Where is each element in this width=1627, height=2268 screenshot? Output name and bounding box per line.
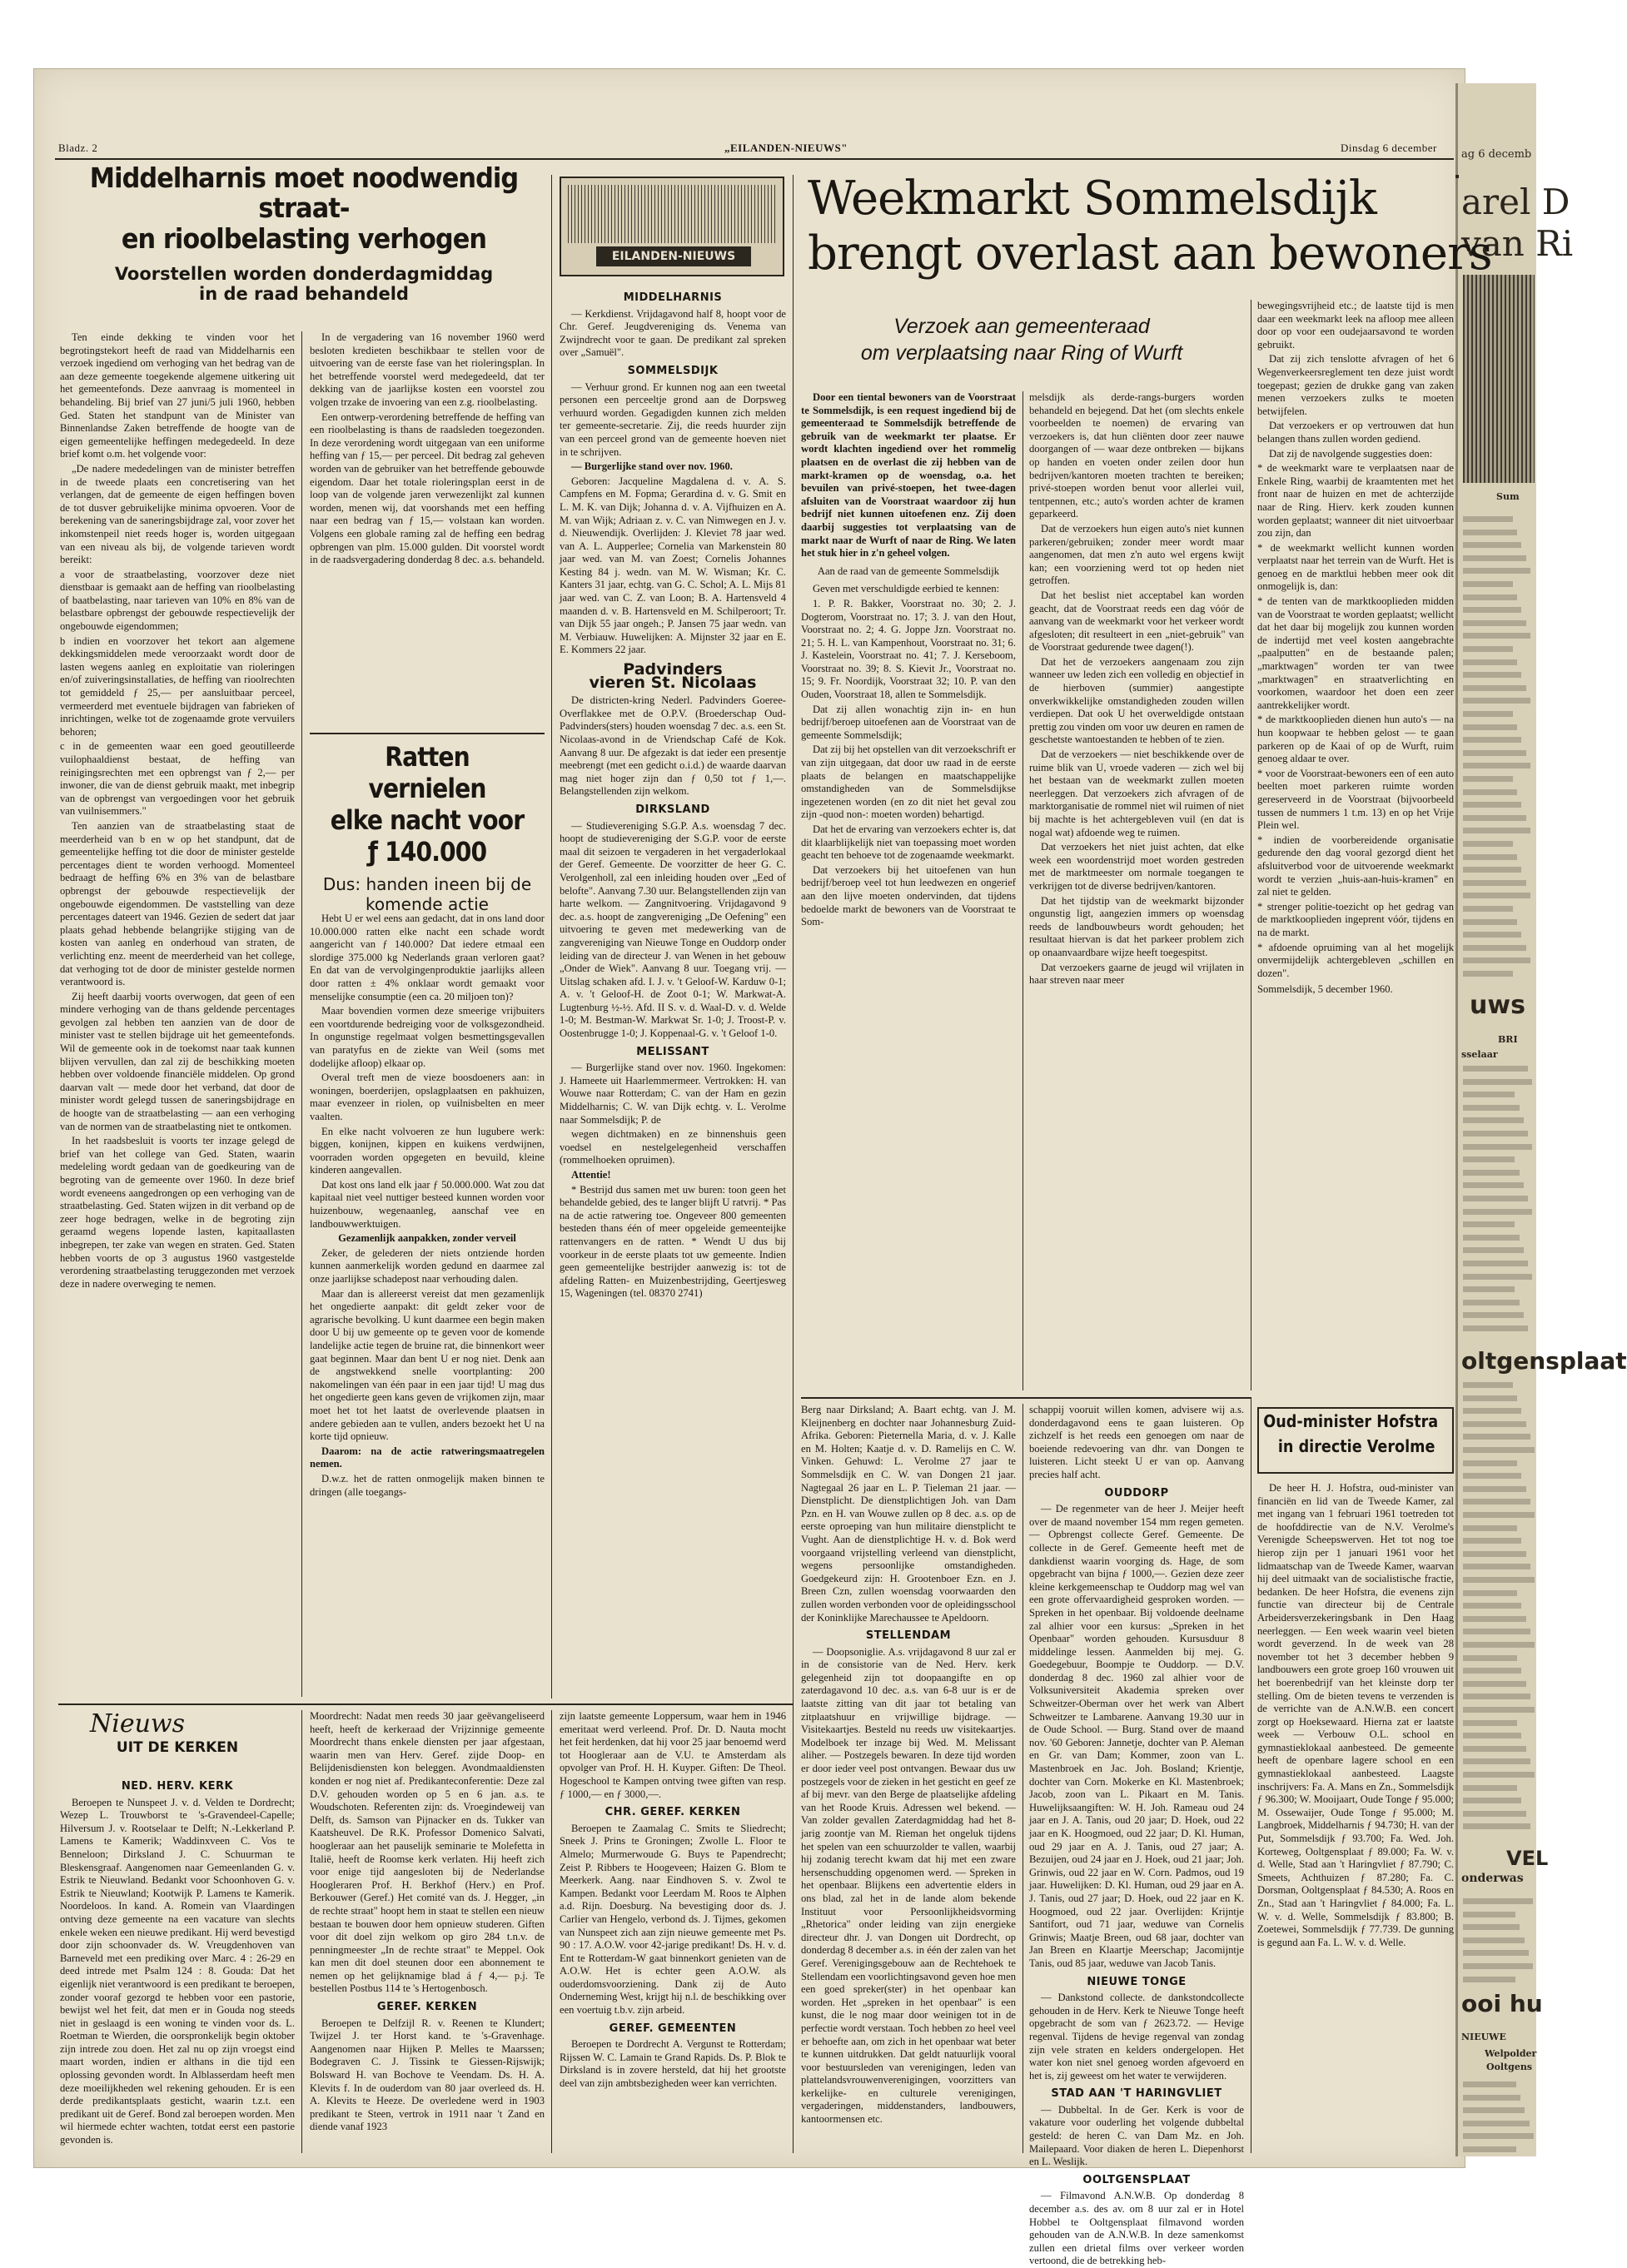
adjacent-text-line (1463, 1564, 1530, 1569)
adjacent-frag-8: oltgensplaat (1461, 1347, 1627, 1375)
middelharnis-p1: Ten einde dekking te vinden voor het begrotingstekort heeft de raad van Middelharnis een verzoek ingediend om verhoging van het bedrag van de aan deze gemeente toegekende algemene uitkering uit het gemeentefonds. Deze aanvraag is momenteel in behandeling. Bij brief van 27 juni/5 juli 1960, hebben Ged. Staten het standpunt van de Minister van Binnenlandse Zaken betreffende de hoogte van de eigen gemeentelijke heffingen medegedeeld. In deze brief komt o.m. het volgende voor: (60, 331, 295, 460)
hofstra-headline-2: in directie Verolme (1277, 1436, 1435, 1456)
adjacent-text-line (1463, 1603, 1521, 1609)
column-rule (551, 175, 552, 1699)
middelharnis-p5: In het raadsbesluit is voorts ter inzage gelegd de brief van het college van Ged. Staten, waarin medeleling wordt gedaan van de goedkeuring van de begroting van de gemeente over 1960. In deze brief wordt eveneens aangedrongen op een verhoging van de straatbelasting. Ged. Staten wijzen in dit verband op de zeer hoge bedragen, welke in de begroting zijn geraamd wegens lopende lasten, kapitaallasten inbegrepen, ter zake van wegen en straten. Ged. Staten hebben voorts de op 3 augustus 1960 vastgestelde verordening straatbelasting teruggezonden met verzoek deze in nadere overweging te nemen. (60, 1135, 295, 1290)
middelharnis-headline-block (58, 163, 550, 338)
adjacent-text-line (1463, 1642, 1535, 1648)
adjacent-text-line (1463, 1144, 1532, 1150)
adjacent-text-line (1463, 776, 1513, 782)
adjacent-text-line (1463, 698, 1530, 704)
weekmarkt-p8: Dat het beslist niet acceptabel kan worden geacht, dat de Voorstraat reeds een dag vóór de aanvang van de weekmarkt voor het verkeer wordt afgesloten; dit resulteert in een „niet-gebruik" van de Voorstraat gedurende twee dagen(!). (1029, 589, 1244, 654)
adjacent-text-line (1463, 1170, 1520, 1176)
rats-p1: Hebt U er wel eens aan gedacht, dat in ons land door 10.000.000 ratten elke nacht een schade wordt aangericht van ƒ 140.000? Dat iedere etmaal een slordige 375.000 kg Nederlands graan verloren gaat? En dat van de vervolgingenproduktie jaarlijks alleen door ratten ± 4% onklaar wordt gemaakt voor menselijke consumptie (een ca. 20 miljoen ton)? (310, 913, 545, 1002)
rats-subhead-2: komende actie (366, 894, 489, 914)
adjacent-frag-4: Sum (1496, 491, 1520, 502)
adjacent-text-line (1463, 1434, 1530, 1440)
adjacent-text-line (1463, 1382, 1513, 1388)
column-rule (793, 1699, 794, 2153)
hofstra-col (1257, 1482, 1454, 2153)
middelharnis-p3: Ten aanzien van de straatbelasting staat de meerderheid van b en w op het standpunt, dat de gemeentelijke heffing tot die door de minister gestelde percentages dient te worden verhoogd. Momenteel bedraagt de heffing 6% en 3% van de belastbare opbrengst der gebouwde respectievelijk der ongebouwde eigendommen. De vaststelling van deze percentages dateert van 1946. Gezien de sedert dat jaar plaats gehad hebbende belangrijke stijging van de kosten van aanleg en onderhoud van straten, de verlichting enz. meent de meerderheid van het college, dat verhoging tot de door de minister gestelde normen verantwoord is. (60, 819, 295, 988)
adjacent-headline-1: arel D (1461, 182, 1570, 222)
column-rule (301, 1710, 302, 2153)
adjacent-text-line (1463, 1486, 1526, 1492)
bottom-col-a (801, 1404, 1016, 2153)
local-news-masthead-image (560, 177, 784, 276)
adjacent-text-line (1463, 2133, 1534, 2139)
adjacent-text-line (1463, 945, 1526, 951)
adjacent-page-date: ag 6 decemb (1461, 148, 1532, 161)
rats-p5: Dat kost ons land elk jaar ƒ 50.000.000. Wat zou dat kapitaal niet veel nuttiger besteed kunnen worden voor huizenbouw, wegenaanleg, aanschaf vee en landbouwwerktuigen. (310, 1178, 545, 1230)
weekmarkt-p7: Dat de verzoekers hun eigen auto's niet kunnen parkeren/gebruiken; zonder meer wordt maar aangenomen, dat men z'n auto wel ergens kwijt kan; een voorziening werd tot op heden niet getroffen. (1029, 522, 1244, 587)
adjacent-text-line (1463, 542, 1521, 548)
rats-p6-title: Gezamenlijk aanpakken, zonder verveil (338, 1232, 516, 1245)
kerken-col-3 (560, 1710, 786, 2153)
weekmarkt-p5: Dat verzoekers bij het uitoefenen van hun bedrijf/beroep veel tot hun leedwezen en ongerief aan den lijve moeten ondervinden, dat tijdens bedoelde markt de bewoners van de Voorstraat te Som- (801, 863, 1016, 928)
weekmarkt-p14: bewegingsvrijheid etc.; de laatste tijd is men daar een weekmarkt leek na afloop mee alleen door op voor een oudejaarsavond te worden gebruikt. (1257, 300, 1454, 351)
adjacent-text-line (1463, 555, 1526, 561)
kerken-col3c-text: Beroepen te Dordrecht A. Vergunst te Rotterdam; Rijssen W. C. Lamain te Grand Rapids. Ds. P. Blok te Dirksland is in zovere hersteld, dat hij het grootste deel van zijn ambtsbezigheden weer kan verrichten. (560, 2038, 786, 2090)
column-rule (793, 175, 794, 1699)
weekmarkt-col-3 (1257, 300, 1454, 1390)
adjacent-text-line (1463, 685, 1526, 691)
adjacent-text-line (1463, 893, 1530, 898)
adjacent-page-edge (1455, 83, 1627, 2156)
adjacent-text-line (1463, 1629, 1530, 1634)
adjacent-text-line (1463, 724, 1517, 730)
column-rule (301, 331, 302, 1697)
adjacent-text-line (1463, 1182, 1524, 1188)
weekmarkt-signature: Sommelsdijk, 5 december 1960. (1257, 983, 1393, 996)
adjacent-text-line (1463, 1117, 1524, 1123)
kerken-col3-text: zijn laatste gemeente Loppersum, waar hem in 1946 emeritaat werd verleend. Prof. Dr. D. Nauta mocht het feit herdenken, dat hij voor 25 jaar benoemd werd tot Hoogleraar aan de V.U. te Amsterdam als opvolger van Prof. H. H. Kuyper. Giften: De Theol. Hogeschool te Kampen ontving twee giften van resp. ƒ 1000,— en ƒ 3000,—. (560, 1710, 786, 1800)
adjacent-text-line (1463, 2146, 1516, 2152)
adjacent-text-line (1463, 711, 1513, 717)
adjacent-text-line (1463, 1447, 1535, 1453)
adjacent-frag-12: NIEUWE (1461, 2032, 1506, 2042)
adjacent-text-line (1463, 1937, 1525, 1943)
weekmarkt-sug4: * de marktkooplieden dienen hun auto's — na hun koopwaar te hebben gelost — te gaan parkeren op de Kaai of op de Wurft, ruim genoeg aldaar te over. (1257, 714, 1454, 765)
burgerlijke-title: — Burgerlijke stand over nov. 1960. (571, 460, 733, 473)
rats-p4: En elke nacht volvoeren ze hun lugubere werk: biggen, konijnen, kippen en kuikens verdwijnen, voorraden worden opgegeten en bevuild, kleine kinderen aangevallen. (310, 1125, 545, 1176)
dirksland-section-title: DIRKSLAND (635, 803, 710, 816)
adjacent-text-line (1463, 659, 1517, 665)
adjacent-frag-11: ooi hu (1461, 1990, 1543, 2017)
nieuwe-tonge-news: — Dankstond collecte. de dankstondcollecte gehouden in de Herv. Kerk te Nieuwe Tonge heeft opgebracht de som van ƒ 2623.72. — Hevige regenval. Tijdens de hevige regenval van zondag zijn vele straten en kelders ondergelopen. Het water kon niet snel genoeg worden afgevoerd en het is, zij geweest om het water te verwijderen. (1029, 1992, 1244, 2081)
adjacent-text-line (1463, 1512, 1535, 1518)
header-rule (55, 158, 1454, 160)
ooltgensplaat-news: — Filmavond A.N.W.B. Op donderdag 8 december a.s. des av. om 8 uur zal er in Hotel Hobbel te Ooltgensplaat filmavond worden gehouden van de A.N.W.B. In deze samenkomst zullen een drietal films over verkeer worden vertoond, die de betrekking heb- (1029, 2190, 1244, 2267)
adjacent-text-line (1463, 1300, 1520, 1306)
adjacent-frag-14: Ooltgens (1486, 2062, 1533, 2072)
adjacent-text-line (1463, 1312, 1524, 1318)
adjacent-text-line (1463, 1274, 1532, 1280)
middelharnis-p2: „De nadere mededelingen van de minister betreffen in de tweede plaats een concretisering van het verlangen, dat de gemeente de eigen heffingen boven de tot dusver gebruikelijke minima opvoeren. Voor de berekening van de saneringsbijdrage zal, voor zover het inkomstenpeil niet reeds hoger is, worden uitgegaan van een niveau als bij, de volgende tarieven wordt bereikt: (60, 462, 295, 566)
kerken-col3b-text: Beroepen te Zaamalag C. Smits te Sliedrecht; Sneek J. Prins te Groningen; Zwolle L. Floor te Almelo; Murmerwoude G. Buys te Papendrecht; Zeist P. Ribbers te Hoogeveen; Haizen G. Blom te Meerkerk. Aang. naar Eindhoven S. v. Zwol te Kampen. Bedankt voor Leerdam M. Roos te Alphen a.d. Rijn. Doesburg. Na bevestiging door ds. J. Carlier van Hengelo, verbond ds. J. Tijmes, gekomen van Nunspeet zich aan zijn nieuwe gemeente met Ps. 90 : 17. A.O.W. voor 42-jarige predikant! Ds. H. v. d. Ent te Rotterdam-W gaat binnenkort genieten van de A.O.W. Het is echter geen A.O.W. als ouderdomsvoorziening. Dank zij de Auto Onderneming West, krijgt hij n.l. de beschikking over een voertuig t.b.v. zijn arbeid. (560, 1822, 786, 2017)
adjacent-text-line (1463, 1235, 1520, 1241)
middelharnis-news: — Kerkdienst. Vrijdagavond half 8, hoopt voor de Chr. Geref. Jeugdvereniging ds. Venema van Zwijndrecht voor te gaan. De predikant zal spreken over „Samuël". (560, 307, 786, 359)
haringvliet-news: — Dubbeltal. In de Ger. Kerk is voor de vakature voor ouderling het volgende dubbeltal gesteld: de heren C. van Dam Mz. en Joh. Mailepaard. Voor diaken de heren L. Diepenhorst en L. Weslijk. (1029, 2103, 1244, 2168)
middelharnis-subhead-1: Voorstellen worden donderdagmiddag (114, 263, 494, 284)
column-rule (1022, 1404, 1023, 2153)
rats-top-rule (310, 733, 545, 734)
adjacent-headline-2: van Ri (1461, 223, 1574, 264)
adjacent-text-line (1463, 1898, 1533, 1904)
adjacent-text-line (1463, 646, 1513, 652)
adjacent-text-line (1463, 1912, 1515, 1917)
rats-subhead-1: Dus: handen ineen bij de (322, 874, 532, 894)
middelharnis-subhead-2: in de raad behandeld (199, 283, 409, 304)
page-number: Bladz. 2 (58, 142, 98, 154)
rats-p7: Maar dan is allereerst vereist dat men gezamenlijk het ongedierte aanpakt: dit geldt zeker voor de agrarische bevolking. U kunt daarmee een begin maken door U bij uw gemeente op te geven voor de komende landelijke actie tegen de bruine rat, die binnenkort weer gaat beginnen. Maar dan bent U er nog niet. Denk aan de angstwekkend snelle voortplanting: 200 nakomelingen van één paar in een jaar tijd! U mag dus het ongedierte geen kans geven de vrijkomen zijn, maar moet het tot het laatst de overlevende plaatsen in andere gebieden aan te vullen, anders bezoekt het U na korte tijd opnieuw. (310, 1287, 545, 1443)
weekmarkt-headline-2: brengt overlast aan bewoners (808, 226, 1492, 281)
adjacent-text-line (1463, 932, 1521, 938)
adjacent-text-line (1463, 867, 1521, 873)
middelharnis-p7: Een ontwerp-verordening betreffende de heffing van een rioolbelasting is thans de raadsleden toegezonden. In deze verordening wordt uitgegaan van een uniforme heffing van ƒ 15,— per perceel. Dit bedrag zal geheven worden van de gebruiker van het betreffende gebouwde eigendom. Daar het totale rioleringsplan eerst in de loop van de volgende jaren verwezenlijkt zal kunnen worden, menen wij, dat voorshands met een heffing naar een bedrag van ƒ 15,— volstaan kan worden. Volgens een globale raming zal de heffing een bedrag opbrengen van plm. 15.000 gulden. Dit voorstel wordt in de raadsvergadering donderdag 8 dec. a.s. behandeld. (310, 410, 545, 566)
adjacent-text-line (1463, 1473, 1521, 1479)
adjacent-text-line (1463, 2107, 1525, 2113)
adjacent-text-line (1463, 919, 1517, 925)
weekmarkt-p9: Dat het de verzoekers aangenaam zou zijn wanneer uw leden zich een volledig en objectief in de hierboven (summier) aangestipte onverkwikkelijke omstandigheden zouden willen verdiepen. Dat ook U het overweldigde ontstaan prettig zou vinden om voor uw deuren en ramen de geschetste wantoestanden te hebben of te zien. (1029, 655, 1244, 746)
adjacent-text-line (1463, 1247, 1524, 1253)
weekmarkt-signers: 1. P. R. Bakker, Voorstraat no. 30; 2. J. Dogterom, Voorstraat no. 17; 3. J. van den Hout, Voorstraat no. 2; 4. G. Joppe Jzn. Voorstraat no. 21; 5. H. L. van Kampenhout, Voorstraat no. 31; 6. J. Kastelein, Voorstraat no. 41; 7. J. Kerseboom, Voorstraat no. 39; 8. S. Kievit Jr., Voorstraat no. 15; 9. Fr. Noordijk, Voorstraat 32; 10. P. van den Ouden, Voorstraat 18, allen te Sommelsdijk. (801, 597, 1016, 701)
adjacent-text-line (1463, 750, 1526, 756)
middelharnis-col-1 (60, 331, 295, 1697)
adjacent-text-line (1463, 815, 1526, 821)
adjacent-text-line (1463, 1772, 1535, 1778)
adjacent-text-line (1463, 516, 1513, 522)
local-news-caption: EILANDEN-NIEUWS (596, 246, 751, 266)
weekmarkt-p17: Dat zij de navolgende suggesties doen: (1269, 447, 1433, 460)
weekmarkt-p6: melsdijk als derde-rangs-burgers worden behandeld en bejegend. Dat het (om slechts enkele voorbeelden te noemen) de ervaring van verzoekers is, dat hun cliënten door zeer nauwe doorgangen of — waar deze ontbreken — bijkans op handen en voeten onder zeilen door hun bedrijven/kantoren moeten trachten te bereiken; privé-stoepen worden benut voor allerlei vuil, tentpennen, etc.; auto's worden achter de kramen geparkeerd. (1029, 391, 1244, 520)
column-rule (551, 1710, 552, 2153)
adjacent-text-line (1463, 880, 1526, 886)
adjacent-text-line (1463, 957, 1530, 963)
weekmarkt-p10: Dat de verzoekers — niet beschikkende over de ruime blik van U, vroede vaderen — zich wel bij het bestaan van de weekmarkt zullen moeten neerleggen. Dat verzoekers zich afvragen of de marktorganisatie de rommel niet wil ruimen of niet bij machte is het achtergebleven vuil (en dat is nogal wat) afdoende weg te ruimen. (1029, 749, 1244, 838)
page-date: Dinsdag 6 december (1341, 142, 1437, 154)
adjacent-text-line (1463, 1131, 1528, 1136)
sommelsdijk-news: — Verhuur grond. Er kunnen nog aan een tweetal personen een perceeltje grond aan de Dorpsweg verhuurd worden. Gegadigden kunnen zich melden ter gemeente-secretarie. Zij, die reeds huurder zijn van een perceel grond van de gemeente hoeven niet in te schrijven. (560, 380, 786, 458)
bottom-col-b (1029, 1404, 1244, 2267)
middelharnis-p6: In de vergadering van 16 november 1960 werd besloten kredieten beschikbaar te stellen voor de uitvoering van de eerste fase van het rioleringsplan. In het betreffende voorstel werd medegedeeld, dat ter dekking van de jaarlijkse kosten een voorstel zou volgen trzake de invoering van een z.g. rioolbelasting. (310, 331, 545, 408)
adjacent-text-line (1463, 1196, 1528, 1201)
rats-p9: D.w.z. het de ratten onmogelijk maken binnen te dringen (alle toegangs- (310, 1472, 545, 1498)
weekmarkt-sug8: * afdoende opruiming van al het mogelijk onvermijdelijk achtergebleven „schillen en dozen". (1257, 941, 1454, 979)
attentie-title: Attentie! (571, 1169, 611, 1181)
adjacent-text-line (1463, 2081, 1516, 2087)
adjacent-text-line (1463, 1209, 1532, 1215)
adjacent-text-line (1463, 672, 1521, 678)
rats-headline-1: Ratten vernielen (368, 741, 486, 804)
adjacent-frag-9: VEL (1506, 1847, 1549, 1870)
adjacent-text-line (1463, 1924, 1520, 1930)
adjacent-text-line (1463, 763, 1530, 768)
weekmarkt-p1: Geven met verschuldigde eerbied te kennen: (813, 583, 1000, 595)
bottom-col-b-text: schappij vooruit willen komen, advisere wij a.s. donderdagavond eens te gaan luisteren. Op zichzelf is het reeds een genoegen om naar de boeiende redevoering van dhr. van Dongen te luisteren. Licht steekt U er van op. Aanvang precies half acht. (1029, 1404, 1244, 1480)
geref-section-title: GEREF. KERKEN (376, 2001, 478, 2014)
adjacent-text-line (1463, 2121, 1530, 2126)
kerken-script-title: Nieuws (90, 1709, 185, 1738)
stellendam-news: — Doopsoniglie. A.s. vrijdagavond 8 uur zal er in de consistorie van de Ned. Herv. kerk gelegenheid zijn tot doopaangifte en op zaterdagavond 10 dec. a.s. van 6-8 uur is er de laatste zitting van dit jaar tot betaling van zitplaatshuur en vrijwillige bijdrage. — Visitekaartjes. Besteld nu reeds uw visitekaartjes. Modelboek ter inzage bij Wed. M. Melissant aliher. — Postzegels bewaren. In deze tijd worden er door ieder veel post ontvangen. Bewaar dus uw postzegels voor de zieken in het gesticht en geef ze af bij mevr. van den Berge de plaatselijke afdeling van het Roode Kruis. Adressen wel bekend. — Van zolder gevallen Zaterdagmiddag had het 8-jarig zoontje van M. Rieman het ongeluk tijdens het spelen van een schuurzolder te vallen, waarbij hij zodanig terecht kwam dat hij met een zware hersenschudding opgenomen werd. — Spreken in het openbaar. Blijkens een advertentie elders in ons blad, zal het in de lande alom bekende Instituut voor Persoonlijkheidsvorming „Rhetorica" onder leiding van zijn energieke directeur dhr. J. van Dongen uit Dordrecht, op donderdag 8 december a.s. in één der zalen van het Geref. Verenigingsgebouw aan de Rechtehoek te Stellendam een voorlichtingsavond geven hoe men een goed spreker(ster) in het openbaar kan worden. Het „spreken in het openbaar" is een kunst, die le nog maar door weinigen tot in de perfectie wordt verstaan. Toch hebben zo heel veel er behoefte aan, om zich in het openbaar wat beter te kunnen uitdrukken. Dat geldt natuurlijk vooral voor bestuursleden van verenigingen, leden van plattelandsvrouwenverenigingen, voorzitters van kerkelijke- en culturele verenigingen, vergaderingen, middenstanders, landbouwers, kantoormensen etc. (801, 1645, 1016, 2126)
adjacent-text-line (1463, 1551, 1526, 1557)
adjacent-text-line (1463, 1156, 1515, 1162)
adjacent-text-line (1463, 1221, 1515, 1227)
adjacent-text-line (1463, 1105, 1520, 1111)
adjacent-text-line (1463, 1408, 1521, 1414)
kerken-col1-text: Beroepen te Nunspeet J. v. d. Velden te Dordrecht; Wezep L. Trouwborst te 's-Gravendeel-Capelle; Hilversum J. v. Rootselaar te Delft; N.-Lekkerland P. Lamens te Kamerik; Waddinxveen C. Vos te Benneloon; Dirksland J. C. Schuurman te Bleskensgraaf. Aangenomen naar Gemeenlanden G. v. Estrik te Nieuwland. Bedankt voor Schoonhoven G. v. Estrik te Nieuwland; Kootwijk P. Lamens te Kamerik. Noordeloos. In kand. A. Romein van Vlaardingen ontving deze gemeente na een vacature van slechts enkele weken een nieuwe predikant. Hij werd bevestigd door zijn schoonvader ds. W. Vreugdenhoven van Barneveld met een prediking over Marc. 4 : 26-29 en deed intrede met Psalm 124 : 8. Gouda: Dat het eigenlijk niet verantwoord is een predikant te beroepen, zonder vooraf gezorgd te hebben voor een pastorie, bewijst wel het feit, dat men er in Gouda nog steeds niet in geslaagd is een woning te vinden voor ds. L. Roetman te Wierden, die oorspronkelijk begin oktober zijn intrede zou doen. Het zal nu op zijn vroegst eind maart worden, indien er althans in die tijd een oplossing gevonden wordt. In Alblasserdam heeft men deze moeilijkheden wel rekening gehouden. Er is een derde predikantsplaats gesticht, waarin t.z.t. een predikant uit de Geref. Bond zal beroepen worden. Men wil hiermede echter wachten, totdat eerst een pastorie gevonden is. (60, 1796, 295, 2146)
adjacent-text-line (1463, 1758, 1530, 1764)
chr-geref-section-title: CHR. GEREF. KERKEN (605, 1806, 741, 1819)
sommelsdijk-section-title: SOMMELSDIJK (627, 364, 719, 377)
adjacent-text-line (1463, 789, 1517, 795)
adjacent-text-line (1463, 1746, 1526, 1752)
adjacent-frag-10: onderwas (1461, 1872, 1524, 1885)
padvinders-headline-2: vieren St. Nicolaas (589, 673, 757, 692)
weekmarkt-lead: Door een tiental bewoners van de Voorstraat te Sommelsdijk, is een request ingediend bij de gemeenteraad te Sommelsdijk betreffende de gebruik van de weekmarkt ter plaatse. Er wordt klachten ingediend over het rommelig plaatsen en de overlast die zij hebben van de markt-kramen op de woensdag, o.a. het bevuilen van privé-stoepen, het twee-dagen afsluiten van de Voorstraat waardoor zij hun bedrijf niet kunnen uitoefenen enz. Zij doen daarbij suggesties tot verplaatsing van de markt naar de Wurft of naar de Ring. We laten het stuk hier in z'n geheel volgen. (801, 391, 1016, 560)
adjacent-text-line (1463, 1785, 1517, 1791)
kerken-col-1 (60, 1775, 295, 2153)
attentie-text: * Bestrijd dus samen met uw buren: toon geen het behandelde gebied, des te langer blijft U ratvrij. * Pas na de actie ratwering toe. Ongeveer 800 gemeenten besteden thans één of meer opgeleide gemeenteijke rattenvangers en de ratten. * Wendt U dus bij voorkeur in de eerste plaats tot uw gemeente. Indien geen gemeentelijke bestrijder aanwezig is: tot de afdeling Ratten- en Muizenbestrijding, Geertjesweg 15, Wageningen (tel. 08370 2741) (560, 1183, 786, 1300)
nieuwe-tonge-section-title: NIEUWE TONGE (1087, 1975, 1187, 1988)
middelharnis-item-c: c in de gemeenten waar een goed geoutilleerde vuilophaaldienst bestaat, de heffing van reinigingsrechten met een opbrengst van ƒ 2,— per inwoner, die van de dienst gebruik maakt, met inbegrip van de opbrengst van vergoedingen voor het gebruik van vuilnisemmers." (60, 740, 295, 818)
rats-p2: Maar bovendien vormen deze smeerige vrijbuiters een voortdurende bedreiging voor de volksgezondheid. In ongunstige regelmaat volgen besmettingsgevallen van paratyfus en de ziekte van Weil (soms met dodelijke afloop) elkaar op. (310, 1005, 545, 1069)
adjacent-text-line (1463, 1733, 1521, 1738)
weekmarkt-headline-1: Weekmarkt Sommelsdijk (808, 172, 1376, 226)
adjacent-text-line (1463, 971, 1513, 977)
adjacent-frag-13: Welpolder (1485, 2048, 1537, 2059)
adjacent-text-line (1463, 2095, 1520, 2101)
adjacent-text-line (1463, 1798, 1521, 1803)
adjacent-text-line (1463, 1720, 1517, 1726)
padvinders-news: De districten-kring Nederl. Padvinders Goeree-Overflakkee met de O.P.V. (Broederschap Oud-Padvinders(sters) houden woensdag 7 dec. a.s. een St. Nicolaas-avond in de Vriendschap Café de Kok. Aanvang 8 uur. De afgezakt is dat ieder een presentje meebrengt (met een gedicht o.i.d.) de waarde daarvan mag niet hoger zijn dan ƒ 0,50 tot ƒ 1,—. Belangstellenden zijn welkom. (560, 694, 786, 798)
adjacent-text-line (1463, 1538, 1521, 1544)
adjacent-text-line (1463, 1823, 1530, 1829)
weekmarkt-p15: Dat zij zich tenslotte afvragen of het 6 Wegenverkeersreglement ten deze juist wordt toegepast; gezien de drukke gang van zaken menen verzoekers zulks te moeten betwijfelen. (1257, 353, 1454, 417)
rats-p3: Overal treft men de vieze boosdoeners aan: in woningen, boerderijen, opslagplaatsen en pakhuizen, maar evenzeer in riolen, op vuilnisbelten en meer vaalten. (310, 1072, 545, 1122)
adjacent-text-line (1463, 1963, 1533, 1969)
weekmarkt-p4: Dat het de ervaring van verzoekers echter is, dat dit klaarblijkelijk niet van toepassing moet worden geacht ten behoeve tot de zogenaamde weekmarkt. (801, 823, 1016, 862)
adjacent-text-line (1463, 581, 1513, 587)
geref-gem-section-title: GEREF. GEMEENTEN (609, 2022, 737, 2035)
adjacent-text-line (1463, 1261, 1528, 1266)
adjacent-text-line (1463, 1616, 1526, 1622)
weekmarkt-p13: Dat verzoekers gaarne de jeugd wil vrijlaten in haar streven naar meer (1029, 961, 1244, 987)
weekmarkt-p3: Dat zij bij het opstellen van dit verzoekschrift er van zijn uitgegaan, dat door uw raad in de eerste plaats de belangen en maatschappelijke omstandigheden van de Sommelsdijkse ingezetenen worden (en zo dit niet het geval zou zijn -quod non-: moeten worden) behartigd. (801, 744, 1016, 821)
kerken-col2-text: Moordrecht: Nadat men reeds 30 jaar geëvangeliseerd heeft, heeft de kerkeraad der Vrijzinnige gemeente Moordrecht thans enkele diensten per jaar afgestaan, waarin men van Herv. Geref. zijde Doop- en Belijdenisdiensten kon beleggen. Avondmaaldiensten konden er nog niet af. Predikanteconferentie: Deze zal D.V. gehouden worden op 5 en 6 jan. a.s. te Woudschoten. Referenten zijn: ds. Vroegindeweij van Delft, ds. Samson van Pijnacker en ds. Tukker van Kaatsheuvel. De R.K. Professor Domenico Salvati, hoogleraar aan het pauselijk seminarie te Molefetta in Italië, heeft de Roomse kerk verlaten. Hij heeft zich voor enige tijd aangesloten bij de Nederlandse Hoogleraren Prof. H. Berkhof (Herv.) en Prof. Berkouwer (Geref.) Het comité van ds. J. Hegger, „in de rechte straat" hoopt hem in staat te stellen een nieuw bestaan te bouwen door hem opnieuw studeren. Giften voor dit doel zijn welkom op giro 284 t.n.v. de penningmeester „In de rechte straat" te Meppel. Ook kan men dit doel steunen door een abonnement te nemen op het gelijknamige blad á ƒ 4,— p.j. Te bestellen Postbus 114 te 's Hertogenbosch. (310, 1710, 545, 1995)
adjacent-text-line (1463, 1525, 1517, 1531)
adjacent-text-line (1463, 607, 1521, 613)
ooltgensplaat-section-title: OOLTGENSPLAAT (1082, 2173, 1191, 2186)
hofstra-headline-box (1257, 1407, 1454, 1474)
rats-headline-3: ƒ 140.000 (367, 836, 487, 868)
middelharnis-item-b: b indien en voorzover het tekort aan algemene dekkingsmiddelen mede veroorzaakt wordt door de lasten wegens aanleg en exploitatie van rioleringen en/of zuiveringsinstallaties, de heffing van rioolrechten tot gemiddeld ƒ 25,— per aansluitbaar perceel, vermeerderd met eventuele bijdragen van fabrieken of inrichtingen, welke tot de zogenaamde grote vervuilers behoren; (60, 634, 295, 738)
kerken-title: UIT DE KERKEN (116, 1739, 239, 1756)
adjacent-text-line (1463, 1286, 1515, 1292)
adjacent-text-line (1463, 906, 1513, 912)
rats-p8: Daarom: na de actie ratweringsmaatregelen nemen. (310, 1445, 545, 1470)
weekmarkt-subhead-block (801, 313, 1242, 380)
rats-p6: Zeker, de gelederen der niets ontziende horden kunnen aanmerkelijk worden gedund en daarmee zal onze jaarlijkse schadepost naar verhouding dalen. (310, 1246, 545, 1286)
weekmarkt-address: Aan de raad van de gemeente Sommelsdijk (817, 565, 1000, 577)
weekmarkt-col-2 (1029, 391, 1244, 1390)
adjacent-text-line (1463, 1950, 1529, 1956)
adjacent-text-line (1463, 633, 1530, 639)
middelharnis-item-a: a voor de straatbelasting, voorzover deze niet dienstbaar is gemaakt aan de heffing van rioolbelasting of baatbelasting, naar tarieven van 10% en 8% van de belastbare opbrengst der gebouwde respectievelijk der ongebouwde eigendommen; (60, 568, 295, 633)
hofstra-text: De heer H. J. Hofstra, oud-minister van financiën en lid van de Tweede Kamer, zal met ingang van 1 februari 1961 toetreden tot de hoofddirectie van de N.V. Verolme's Verenigde Scheepswerven. Het tot nog toe hierop zijn per 1 januari 1961 voor het lidmaatschap van de Tweede Kamer, waarvan hij deel uitmaakt van de socialistische fractie, bedanken. De heer Hofstra, die evenens zijn functie van directeur bij de Centrale Arbeidersverzekeringsbank in Den Haag neerleggen. — Een week waarin veel bieten wordt geverzend. In de week van 28 november tot het 3 december hebben 9 landbouwers een grote groep 160 vrouwen uit het boerenbedrijf van het kleinste dorp ter stelling. Om de bieten tevens te verzenden is de verrichte van de A.N.W.B. een concert zorgt op Hoeksewaard. Hierna zat er laatste week — Verbouw O.L. school en gymnastieklokaal aanbesteed. De gemeente heeft de openbare lagere school en een gymnastieklokaal aanbesteed. Laagste inschrijvers: Fa. A. Mans en Zn., Sommelsdijk ƒ 96.300; W. Mooijaart, Oude Tonge ƒ 95.000; M. Ossewaijer, Oude Tonge ƒ 95.000; M. Langbroek, Middelharnis ƒ 94.730; H. van der Put, Sommelsdijk ƒ 93.700; Fa. Wed. Joh. Korteweg, Ooltgensplaat ƒ 89.000; Fa. W. v. d. Welle, Stad aan 't Haringvliet ƒ 87.790; C. Smeets, Achthuizen ƒ 87.280; Fa. C. Dorsman, Ooltgensplaat ƒ 84.530; A. Roos en Zn., Stad aan 't Haringvliet ƒ 84.000; Fa. L. W. v. d. Welle, Sommelsdijk ƒ 83.800; B. Zoetewei, Sommelsdijk ƒ 77.739. De gunning is gegund aan Fa. L. W. v. d. Welle. (1257, 1482, 1454, 1948)
weekmarkt-sug2: * de weekmarkt wellicht kunnen worden verplaatst naar het terrein van de Wurft. Het is genoeg en de marktlui hebben meer ook dit onmogelijk is, dan: (1257, 541, 1454, 593)
rats-headline-block (310, 741, 545, 914)
adjacent-text-line (1463, 568, 1530, 574)
stellendam-section-title: STELLENDAM (865, 1629, 952, 1643)
haringvliet-section-title: STAD AAN 'T HARINGVLIET (1051, 2087, 1222, 2101)
adjacent-text-line (1463, 1694, 1530, 1699)
adjacent-frag-7: sselaar (1461, 1049, 1498, 1060)
weekmarkt-sug5: * voor de Voorstraat-bewoners een of een auto beelten moet parkeren ruimte worden gereserveerd in de Voorstraat (bijvoorbeeld tussen de nummers 1 t.m. 13) en op het Vrije Plein wel. (1257, 767, 1454, 832)
adjacent-text-line (1463, 620, 1526, 626)
adjacent-text-line (1463, 737, 1521, 743)
adjacent-text-line (1463, 1577, 1535, 1583)
hofstra-headline-1: Oud-minister Hofstra (1263, 1411, 1439, 1431)
adjacent-text-line (1463, 1668, 1521, 1674)
adjacent-text-line (1463, 1066, 1528, 1072)
adjacent-text-line (1463, 841, 1513, 847)
middelharnis-headline-1: Middelharnis moet noodwendig straat- (89, 162, 519, 225)
weekmarkt-p16: Dat verzoekers er op vertrouwen dat hun belangen thans zullen worden gediend. (1257, 420, 1454, 445)
melissant-news: — Burgerlijke stand over nov. 1960. Ingekomen: J. Hameete uit Haarlemmermeer. Vertrokken: H. van Wouwe naar Rotterdam; C. van der Ham en gezin Middelharnis; C. W. van Dijk echtg. v. L. Verolme naar Sommelsdijk; P. de (560, 1062, 786, 1126)
adjacent-text-line (1463, 1707, 1535, 1713)
adjacent-text-line (1463, 1460, 1517, 1466)
middelharnis-section-title: MIDDELHARNIS (623, 291, 723, 304)
adjacent-text-line (1463, 1079, 1532, 1085)
adjacent-text-line (1463, 1325, 1528, 1331)
adjacent-text-line (1463, 1421, 1526, 1427)
adjacent-text-line (1463, 1811, 1526, 1817)
skyline-illustration (568, 185, 776, 243)
weekmarkt-bottom-rule (801, 1397, 1251, 1399)
weekmarkt-subhead-1: Verzoek aan gemeenteraad (893, 315, 1150, 338)
local-news-col (560, 286, 786, 1699)
kerken-col2b-text: Beroepen te Delfzijl R. v. Reenen te Klundert; Twijzel J. ter Horst kand. te 's-Gravenhage. Aangenomen naar Hijken P. Melles te Maarssen; Bodegraven C. J. Tissink te Giessen-Rijswijk; Bolsward H. van Bochove te Veendam. Ds. H. A. Klevits f. In de ouderdom van 80 jaar overleed ds. H. A. Klevits te Heeze. De overledene werd in 1903 predikant te Steen, vertrok in 1911 naar 't Zand en diende vanaf 1923 (310, 2017, 545, 2133)
weekmarkt-p2: Dat zij allen wonachtig zijn in- en hun bedrijf/beroep uitoefenen aan de Voorstraat van de gemeente Sommelsdijk; (801, 703, 1016, 741)
middelharnis-p4: Zij heeft daarbij voorts overwogen, dat geen of een mindere verhoging van de thans geldende percentages gevolgen zal hebben ten aanzien van de door de minister vast te stellen bijdrage uit het gemeentefonds. Wil de gemeente ook in de toekomst naar taak kunnen blijven vervullen, dan zal zij de beschikking moeten hebben over voldoende financiële middelen. Op grond daarvan valt — mede door het verband, dat door de minister wordt gelegd tussen de saneringsbijdrage en de hoogte van de straatbelasting — aan een verhoging van de normen van de straatbelasting niet te ontkomen. (60, 990, 295, 1132)
weekmarkt-p11: Dat verzoekers het niet juist achten, dat elke week een woordenstrijd moet worden gestreden met de marktmeester om normale toegangen te verkrijgen tot de diverse bedrijven/kantoren. (1029, 841, 1244, 892)
bottom-col-a-text: Berg naar Dirksland; A. Baart echtg. van J. M. Kleijnenberg en dochter naar Johannesburg Zuid-Afrika. Geboren: Pieternella Maria, d. v. J. Kalle en M. Holten; Kaatje d. v. D. Ramelijs en C. W. Vinken. Gehuwd: L. Verolme 27 jaar te Sommelsdijk en C. W. van Dongen 21 jaar. Nagtegaal 26 jaar en L. P. Tieleman 21 jaar. — Dienstplicht. De dienstplichtigen Joh. van Dam Pzn. en H. van Wouwe zullen op 8 dec. a.s. op de eerste oproeping van hun militaire dienstplicht te Vught. Aan de dienstplichtige H. v. d. Bok werd voorgaand vrijstelling verleend van dienstplicht, wegens persoonlijke omstandigheden. Goedgekeurd zijn: H. Grootenboer Ezn. en J. Breen Czn, zullen woensdag voorwaarden den zullen worden verbonden voor de opleidingsschool der Koninklijke Marechaussee te Apeldoorn. (801, 1404, 1016, 1624)
melissant-section-title: MELISSANT (636, 1045, 709, 1058)
adjacent-text-line (1463, 854, 1517, 860)
adjacent-frag-6: BRI (1498, 1034, 1518, 1045)
adjacent-text-line (1463, 1655, 1517, 1661)
dirksland-news: — Studievereniging S.G.P. A.s. woensdag 7 dec. hoopt de studievereniging der S.G.P. voor de eerste maal dit seizoen te vergaderen in het vergaderlokaal der Geref. Gemeente. De voorzitter de heer G. C. Verolgenholl, zal een inleiding houden over „Eed of belofte". Aanvang 7.30 uur. Belangstellenden zijn van harte welkom. — Zangnitvoering. Vrijdagavond 9 dec. a.s. hoopt de zangvereniging „De Oefening" een uitvoering te geven met medewerking van de zangvereniging van Nieuwe Tonge en Ouddorp onder leiding van de directeur J. van Wenen in het gebouw „Onder de Wiek". Aanvang 8 uur. Toegang vrij. — Uitslag schaken afd. I. J. v. 't Geloof-W. Karduw 0-1; A. v. 't Geloof-H. de Zoot 0-1; W. Markwat-A. Lugtenburg ½-½. Afd. II S. v. d. Waal-D. v. d. Welde 1-0; M. Bestman-W. Markwat Sr. 1-0; J. Troost-P. v. Oostenbrugge 1-0; J. Koppenaal-G. v. 't Geloof 1-0. (560, 819, 786, 1040)
weekmarkt-col-1 (801, 391, 1016, 1390)
monument-photo (1455, 175, 1459, 178)
rats-col-1 (310, 913, 545, 1699)
adjacent-text-line (1463, 530, 1517, 535)
adjacent-text-line (1463, 1395, 1517, 1401)
rats-headline-2: elke nacht voor (330, 804, 525, 836)
adjacent-text-line (1463, 1092, 1515, 1097)
rat-notes: wegen dichtmaken) en ze binnenshuis geen voedsel en nestelgelegenheid verschaffen (rommelhoeken opruimen). (560, 1128, 786, 1166)
weekmarkt-sug3: * de tenten van de marktkooplieden midden van de Voorstraat te worden geplaatst; wellicht dat het daar bij mogelijk zou kunnen worden de indertijd met veel kosten aangebrachte „paalputten" en de bestaande palen; „marktwagen" worden ter van twee „marktwagen" en straatverlichting en voorkomen, waardoor het doen een zeer aantrekkelijker wordt. (1257, 595, 1454, 711)
ned-herv-section-title: NED. HERV. KERK (121, 1780, 234, 1793)
burgerlijke-news: Geboren: Jacqueline Magdalena d. v. A. S. Campfens en M. Fopma; Gerardina d. v. G. Smit en L. M. K. van Dijk; Johanna d. v. A. Vijfhuizen en A. M. van Wijk; Adriaan z. v. C. van Nimwegen en J. v. d. Nieuwendijk. Overlijden: J. Kleviet 78 jaar wed. van A. L. Aupperlee; Cornelia van Markenstein 80 jaar wed. van M. van Zoest; Cornelis Johannes Kesting 84 j. wedn. van M. W. Wisman; Kr. C. Kanters 31 jaar, echtg. van G. C. Schol; A. L. Mijs 81 jaar wed. van C. Z. van Loon; B. A. Hartensveld 4 maanden d. v. B. Hartensveld en M. Schilperoort; Tr. van Dijk 55 jaar ongeh.; P. Jansen 75 jaar wedn. van M. Verbiauw. Huwelijken: A. Mijnster 32 jaar en E. E. Kommers 22 jaar. (560, 475, 786, 656)
column-rule (1022, 391, 1023, 1390)
adjacent-text-line (1463, 1590, 1517, 1596)
kerken-col-2 (310, 1710, 545, 2153)
adjacent-text-line (1463, 1499, 1530, 1505)
weekmarkt-sug7: * strenger politie-toezicht op het gedrag van de marktkooplieden ingeprent vóór, tijdens en na de markt. (1257, 900, 1454, 938)
adjacent-text-line (1463, 1681, 1526, 1687)
weekmarkt-p12: Dat het tijdstip van de weekmarkt bijzonder ongunstig ligt, aangezien immers op woensdag reeds de landbouwbeurs wordt gehouden; het resultaat hiervan is dat het parkeer problem zich op onaanvaardbare wijze heeft toegespitst. (1029, 894, 1244, 958)
adjacent-frag-5: uws (1470, 991, 1525, 1020)
kerken-top-rule (58, 1703, 793, 1705)
ouddorp-section-title: OUDDORP (1104, 1486, 1169, 1500)
adjacent-text-line (1463, 594, 1517, 600)
kerken-headline-block (60, 1710, 295, 1772)
adjacent-text-line (1463, 828, 1530, 833)
weekmarkt-subhead-2: om verplaatsing naar Ring of Wurft (860, 341, 1183, 365)
middelharnis-headline-2: en rioolbelasting verhogen (121, 221, 487, 255)
masthead: „EILANDEN-NIEUWS" (724, 142, 848, 154)
weekmarkt-sug6: * indien de voorbereidende organisatie gedurende den dag vooral gezorgd dient het afsluitverbod voor de uitvoerende weekmarkt wordt te verzien „huis-aan-huis-kramen" en zal niet te gelden. (1257, 833, 1454, 898)
weekmarkt-sug1: * de weekmarkt ware te verplaatsen naar de Enkele Ring, waarbij de kraamtenten met het front naar de huizen en met de achterzijde naar de Ring. Hierv. kerk zouden kunnen worden geplaatst; wanneer dit niet uitvoerbaar zou zijn, dan (1257, 462, 1454, 540)
adjacent-text-line (1463, 802, 1521, 808)
adjacent-text-line (1463, 1977, 1515, 1982)
ouddorp-news: — De regenmeter van de heer J. Meijer heeft over de maand november 154 mm regen gemeten. — Opbrengst collecte Geref. Gemeente. De collecte in de Geref. Gemeente heeft met de dankdienst waarin voorging ds. Hage, de som opgebracht van bijna ƒ 1000,—. Gezien deze zeer kleine kerkgemeenschap te Ouddorp mag wel van een grote offervaardigheid gesproken worden. — Spreken in het openbaar. Bij voldoende deelname zal alhier voor een kursus: „Spreken in het Openbaar" worden gehouden. Kursusduur 8 middelinge lessen. Aanmelden bij mej. G. Goedegebuur, Boompje te Ouddorp. — D.V. donderdag 8 dec. 1960 zal alhier voor de Volksuniversiteit Akademia spreken over Schweitzer-Oberman over het werk van Albert Schweitzer te Lambarene. Aanvang 19.30 uur in de Oude School. — Burg. Stand over de maand nov. '60 Geboren: Jannetje, dochter van P. Aleman en Gr. van Dam; Kommer, zoon van L. Mastenbroek en Jac. Joh. Bosland; Krientje, dochter van Corn. Mokerke en Kl. Mastenbroek; Jacob, zoon van L. Pikaart en M. Tanis. Huwelijksaangiften: W. H. Joh. Rameau oud 24 jaar en J. A. Tanis, oud 20 jaar; D. Hoek, oud 22 jaar en K. Hoogmoed, oud 22 jaar; D. Kl. Human, oud 29 jaar en A. J. Tanis, oud 27 jaar; A. Bezuijen, oud 24 jaar en J. Hoek, oud 21 jaar; Joh. Grinwis, oud 22 jaar en W. Corn. Padmos, oud 19 jaar. Huwelijken: D. Kl. Human, oud 29 jaar en A. J. Tanis, oud 27 jaar; D. Hoek, oud 22 jaar en K. Hoogmoed, oud 22 jaar. Overlijden: Krijntje Santifort, oud 71 jaar, weduwe van Cornelis Grinwis; Maatje Breen, oud 68 jaar, dochter van Jan Breen en Klaartje Meerschap; Jacomijntje Tanis, oud 85 jaar, weduwe van Jacob Tanis. (1029, 1503, 1244, 1969)
padvinders-headline-1: Padvinders (623, 660, 723, 679)
middelharnis-col-2 (310, 331, 545, 723)
